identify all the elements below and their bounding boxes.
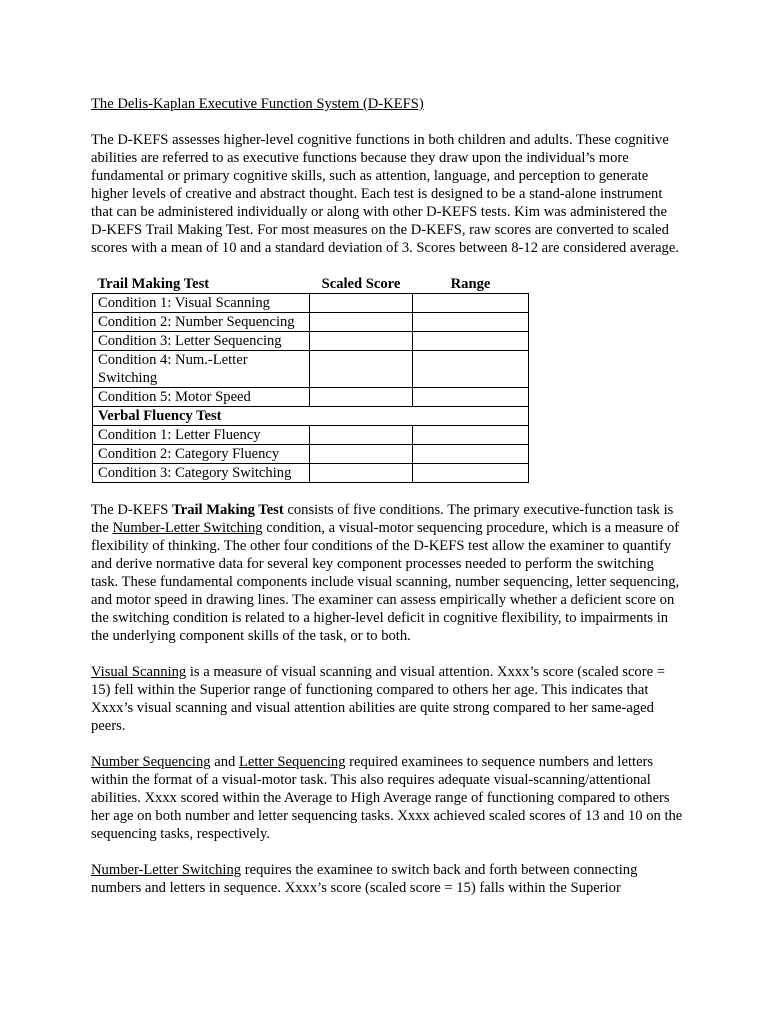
visual-scanning-underline: Visual Scanning bbox=[91, 664, 187, 680]
switching-paragraph bbox=[91, 861, 683, 897]
text-run: The D-KEFS bbox=[91, 502, 173, 518]
intro-paragraph: The D-KEFS assesses higher-level cognitive functions in both children and adults. These cognitive abilities are referred to as executive functions because they draw upon the individual’s more fundamental or primary cognitive skills, such as attention, language, and perception to generate higher levels of creative and abstract thought. Each test is designed to be a stand-alone instrument that can be administered individually or along with other D-KEFS tests. Kim was administered the D-KEFS Trail Making Test. For most measures on the D-KEFS, raw scores are converted to scaled scores with a mean of 10 and a standard deviation of 3. Scores between 8-12 are considered average. bbox=[91, 132, 679, 256]
range-cell bbox=[413, 464, 529, 483]
number-sequencing-underline: Number Sequencing bbox=[91, 754, 211, 770]
visual-scanning-paragraph bbox=[91, 663, 683, 735]
sequencing-paragraph bbox=[91, 753, 683, 843]
header-scaled-score: Scaled Score bbox=[310, 275, 413, 294]
text-run: consists of five conditions. The primary executive-function task is the bbox=[91, 502, 674, 536]
row-label: Condition 3: Letter Sequencing bbox=[93, 332, 310, 351]
text-run: requires the examinee to switch back and forth between connecting numbers and letters in sequence. Xxxx’s score (scaled score = 15) falls within the Superior bbox=[91, 862, 638, 896]
text-run: condition, a visual-motor sequencing procedure, which is a measure of flexibility of thinking. The other four conditions of the D-KEFS test allow the examiner to quantify and derive normative data for several key component processes needed to perform the switching task. These fundamental components include visual scanning, number sequencing, letter sequencing, and motor speed in drawing lines. The examiner can assess empirically whether a deficient score on the switching condition is related to a higher-level deficit in cognitive flexibility, to impairments in the underlying component skills of the task, or to both. bbox=[91, 520, 680, 644]
number-letter-switching-underline: Number-Letter Switching bbox=[91, 862, 242, 878]
range-cell bbox=[413, 332, 529, 351]
trail-making-bold: Trail Making Test bbox=[172, 502, 284, 518]
range-cell bbox=[413, 313, 529, 332]
range-cell bbox=[413, 388, 529, 407]
table-row bbox=[93, 313, 529, 332]
number-letter-switching-underline: Number-Letter Switching bbox=[112, 520, 263, 536]
scaled-score-cell bbox=[310, 351, 413, 388]
row-label: Condition 4: Num.-Letter Switching bbox=[93, 351, 310, 388]
row-label: Condition 3: Category Switching bbox=[93, 464, 310, 483]
verbal-fluency-section-row bbox=[93, 407, 529, 426]
header-range: Range bbox=[413, 275, 529, 294]
trail-making-paragraph bbox=[91, 501, 683, 645]
table-row bbox=[93, 426, 529, 445]
row-label: Condition 5: Motor Speed bbox=[93, 388, 310, 407]
score-table bbox=[92, 275, 529, 483]
scaled-score-cell bbox=[310, 388, 413, 407]
table-row bbox=[93, 332, 529, 351]
scaled-score-cell bbox=[310, 445, 413, 464]
scaled-score-cell bbox=[310, 294, 413, 313]
scaled-score-cell bbox=[310, 313, 413, 332]
row-label: Condition 2: Category Fluency bbox=[93, 445, 310, 464]
table-header-row bbox=[93, 275, 529, 294]
row-label: Condition 1: Visual Scanning bbox=[93, 294, 310, 313]
range-cell bbox=[413, 294, 529, 313]
document-page bbox=[91, 95, 683, 897]
document-title: The Delis-Kaplan Executive Function System (D-KEFS) bbox=[91, 96, 424, 112]
text-run: required examinees to sequence numbers and letters within the format of a visual-motor task. This also requires adequate visual-scanning/attentional abilities. Xxxx scored within the Average to High Average range of functioning compared to others her age on both number and letter sequencing tasks. Xxxx achieved scaled scores of 13 and 10 on the sequencing tasks, respectively. bbox=[91, 754, 683, 842]
row-label: Condition 2: Number Sequencing bbox=[93, 313, 310, 332]
range-cell bbox=[413, 445, 529, 464]
text-run: is a measure of visual scanning and visual attention. Xxxx’s score (scaled score = 15) fell within the Superior range of functioning compared to others her age. This indicates that Xxxx’s visual scanning and visual attention abilities are quite strong compared to her same-aged peers. bbox=[91, 664, 665, 734]
verbal-fluency-header: Verbal Fluency Test bbox=[93, 407, 529, 426]
range-cell bbox=[413, 426, 529, 445]
table-row bbox=[93, 294, 529, 313]
scaled-score-cell bbox=[310, 426, 413, 445]
header-trail-making-test: Trail Making Test bbox=[93, 275, 310, 294]
scaled-score-cell bbox=[310, 332, 413, 351]
range-cell bbox=[413, 351, 529, 388]
row-label: Condition 1: Letter Fluency bbox=[93, 426, 310, 445]
table-row bbox=[93, 464, 529, 483]
table-row bbox=[93, 388, 529, 407]
table-row bbox=[93, 445, 529, 464]
table-row bbox=[93, 351, 529, 388]
letter-sequencing-underline: Letter Sequencing bbox=[238, 754, 346, 770]
scaled-score-cell bbox=[310, 464, 413, 483]
text-run: and bbox=[210, 754, 239, 770]
